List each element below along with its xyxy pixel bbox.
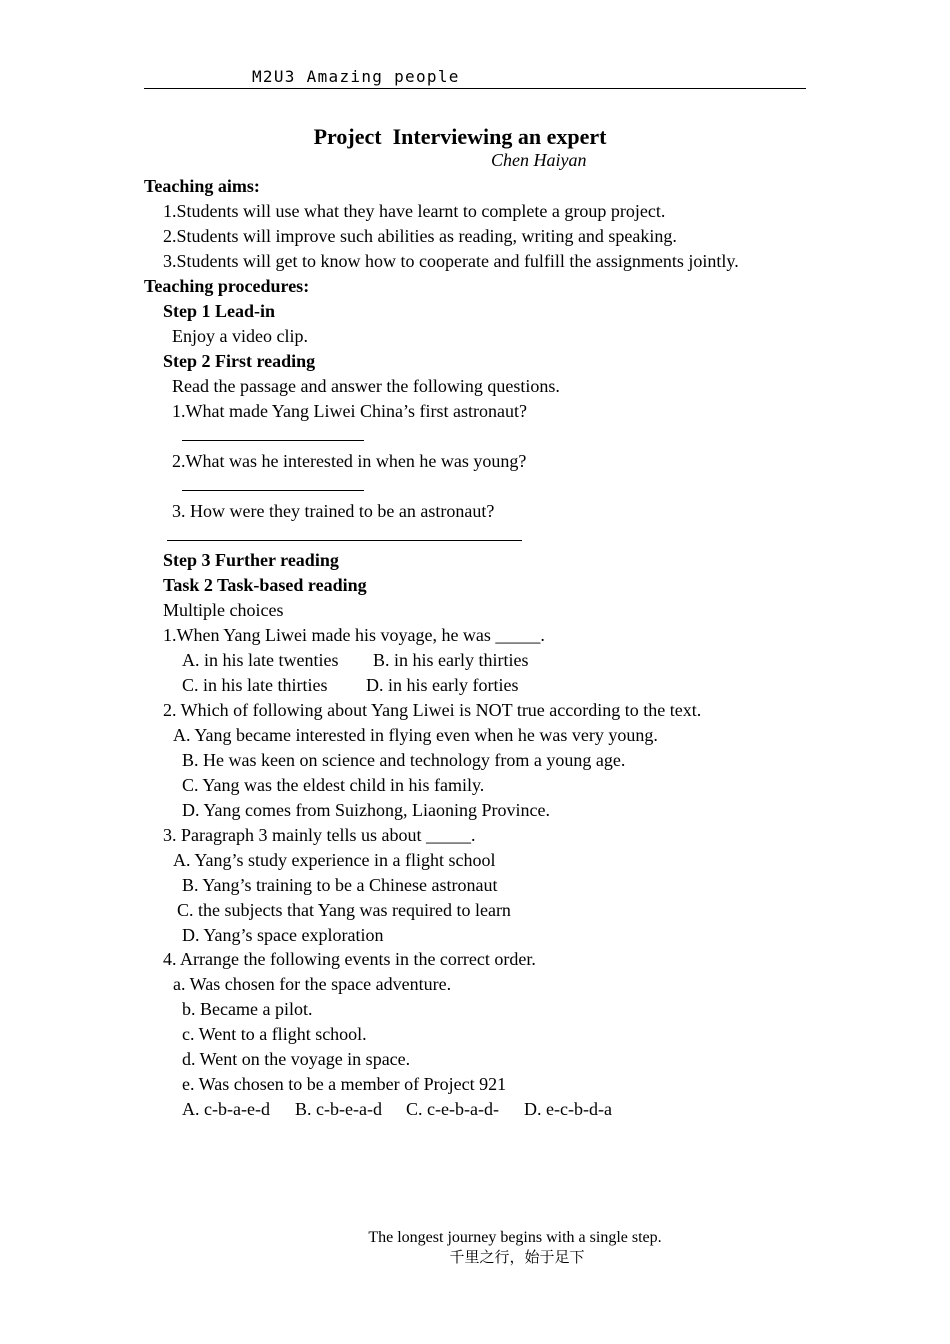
header-text: M2U3 Amazing people <box>252 67 460 86</box>
mc-option: D. Yang’s space exploration <box>182 925 384 945</box>
answer-blank <box>182 440 364 441</box>
event-item: c. Went to a flight school. <box>182 1024 367 1044</box>
mc-question-stem: 2. Which of following about Yang Liwei is NOT true according to the text. <box>163 700 702 720</box>
header-rule <box>144 88 806 89</box>
mc-option: C. c-e-b-a-d- <box>406 1099 499 1119</box>
aims-heading: Teaching aims: <box>144 176 260 196</box>
mc-option: C. the subjects that Yang was required to learn <box>177 900 511 920</box>
aim-item: 1.Students will use what they have learnt to complete a group project. <box>163 201 666 221</box>
document-title: Project Interviewing an expert <box>313 124 607 149</box>
aim-item: 2.Students will improve such abilities as reading, writing and speaking. <box>163 226 677 246</box>
mc-option: D. in his early forties <box>366 675 519 695</box>
mc-question-stem: 4. Arrange the following events in the correct order. <box>163 949 536 969</box>
step2-question: 3. How were they trained to be an astronaut? <box>172 501 495 521</box>
mc-option: D. Yang comes from Suizhong, Liaoning Province. <box>182 800 550 820</box>
mc-option: D. e-c-b-d-a <box>524 1099 612 1119</box>
step3-title: Step 3 Further reading <box>163 550 339 570</box>
mc-option: A. Yang became interested in flying even when he was very young. <box>173 725 658 745</box>
answer-blank <box>182 490 364 491</box>
mc-option: A. Yang’s study experience in a flight school <box>173 850 496 870</box>
step2-question: 1.What made Yang Liwei China’s first astronaut? <box>172 401 527 421</box>
mc-option: A. c-b-a-e-d <box>182 1099 270 1119</box>
task2-subtitle: Multiple choices <box>163 600 284 620</box>
step2-instruction: Read the passage and answer the following questions. <box>172 376 560 396</box>
footer-quote-zh: 千里之行，始于足下 <box>449 1248 585 1266</box>
mc-question-stem: 1.When Yang Liwei made his voyage, he was _____. <box>163 625 545 645</box>
step2-question: 2.What was he interested in when he was young? <box>172 451 527 471</box>
mc-option: A. in his late twenties <box>182 650 339 670</box>
event-item: d. Went on the voyage in space. <box>182 1049 411 1069</box>
step2-title: Step 2 First reading <box>163 351 316 371</box>
event-item: b. Became a pilot. <box>182 999 313 1019</box>
author-name: Chen Haiyan <box>491 150 587 170</box>
mc-option: B. in his early thirties <box>373 650 529 670</box>
step1-title: Step 1 Lead-in <box>163 301 276 321</box>
step1-text: Enjoy a video clip. <box>172 326 308 346</box>
mc-option: B. c-b-e-a-d <box>295 1099 382 1119</box>
mc-option: B. He was keen on science and technology from a young age. <box>182 750 626 770</box>
event-item: a. Was chosen for the space adventure. <box>173 974 452 994</box>
mc-option: B. Yang’s training to be a Chinese astronaut <box>182 875 498 895</box>
mc-option: C. Yang was the eldest child in his family. <box>182 775 485 795</box>
answer-blank <box>167 540 522 541</box>
event-item: e. Was chosen to be a member of Project 921 <box>182 1074 507 1094</box>
aim-item: 3.Students will get to know how to cooperate and fulfill the assignments jointly. <box>163 251 739 271</box>
procedures-heading: Teaching procedures: <box>144 276 310 296</box>
mc-question-stem: 3. Paragraph 3 mainly tells us about _____. <box>163 825 476 845</box>
mc-option: C. in his late thirties <box>182 675 328 695</box>
task2-title: Task 2 Task-based reading <box>163 575 367 595</box>
footer-quote-en: The longest journey begins with a single step. <box>368 1229 662 1246</box>
